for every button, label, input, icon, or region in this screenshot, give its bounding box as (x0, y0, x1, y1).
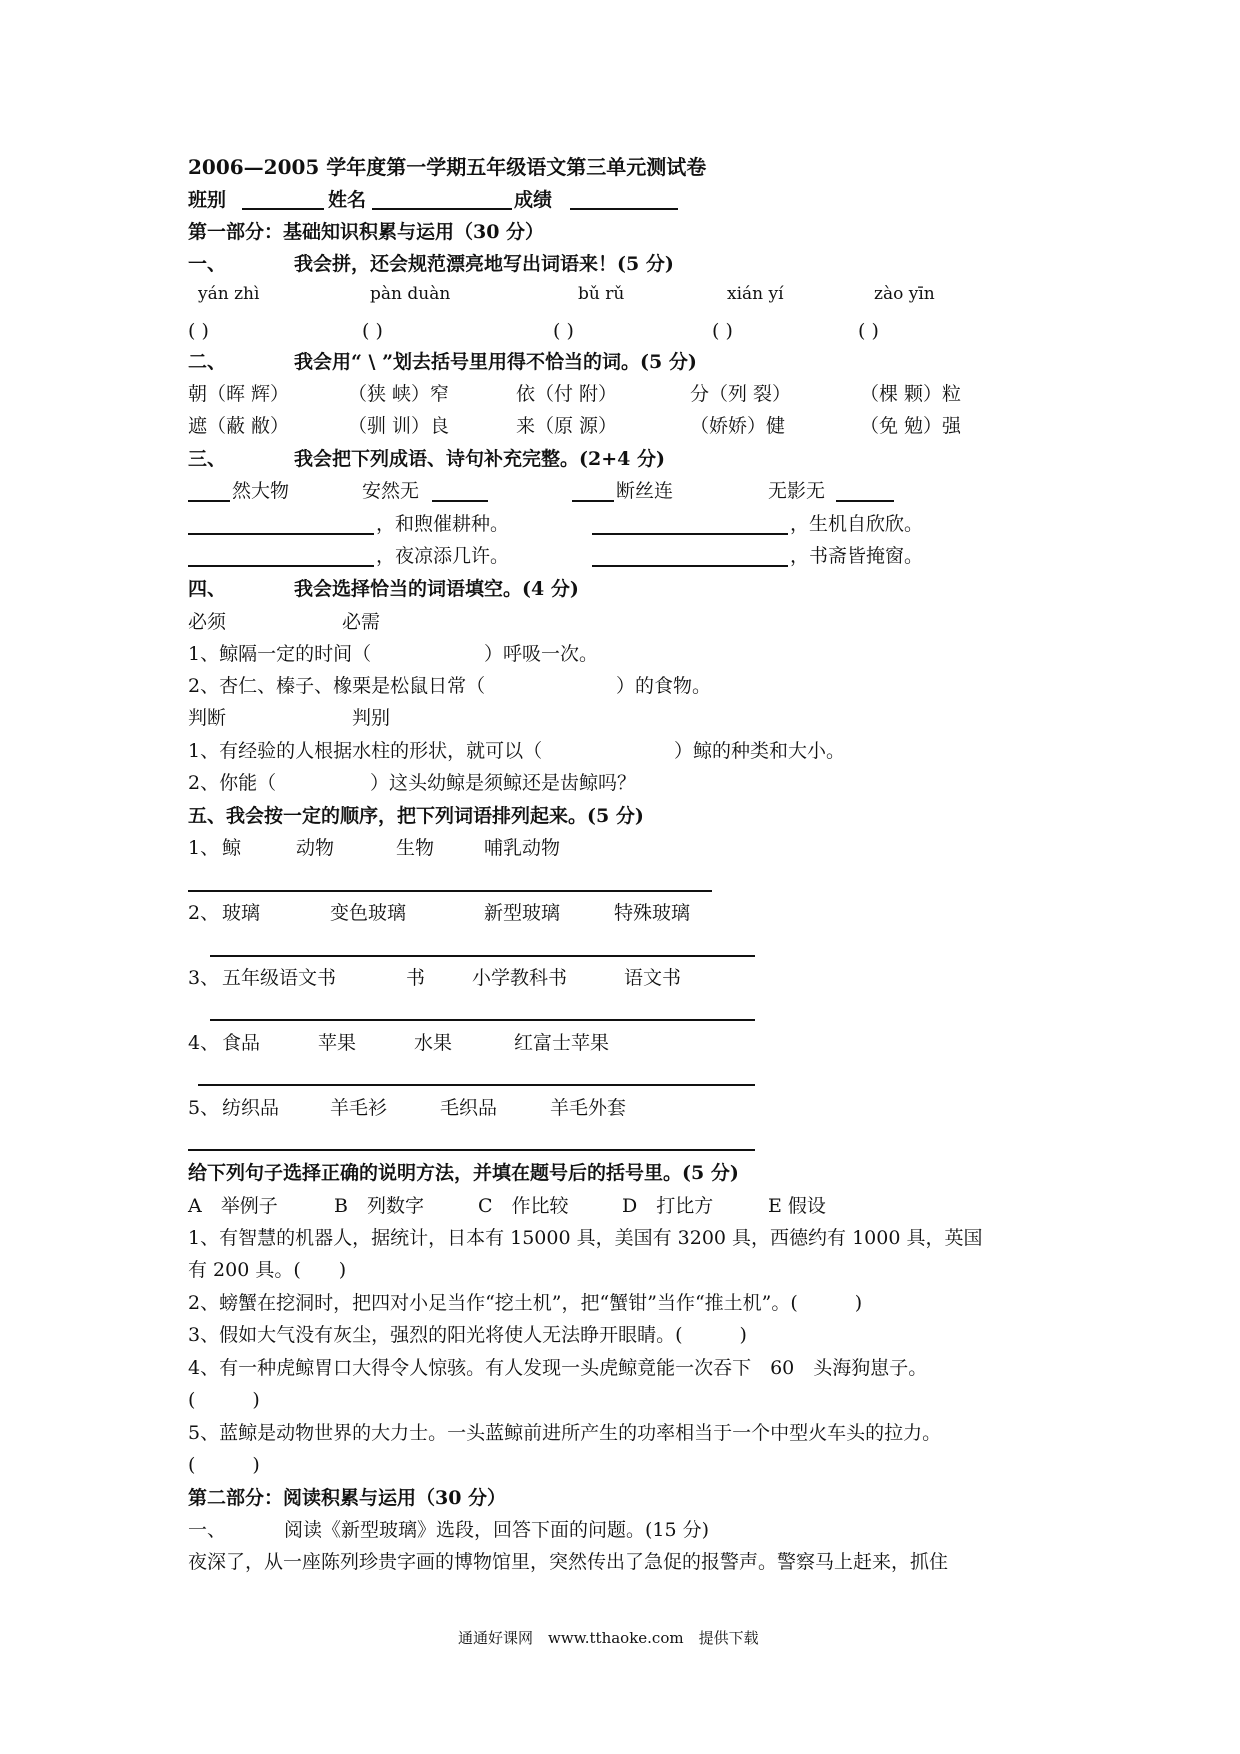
sentence-2b: ）的食物。 (616, 675, 712, 697)
order-word: 苹果 (318, 1032, 357, 1054)
fill-blank[interactable] (188, 533, 374, 535)
method-sentence-1-cont: 有 200 具。( ) (188, 1259, 347, 1281)
order-num: 4、 (188, 1032, 220, 1054)
order-word: 语文书 (624, 967, 682, 989)
name-field[interactable] (372, 208, 512, 210)
part1-heading: 第一部分：基础知识积累与运用（30 分） (188, 221, 545, 243)
order-word: 鲸 (222, 837, 242, 859)
order-word: 羊毛外套 (550, 1097, 627, 1119)
answer-box[interactable]: ( ) (188, 320, 209, 342)
fill-blank[interactable] (432, 500, 488, 502)
fill-blank[interactable] (188, 565, 374, 567)
method-sentence-4-paren[interactable]: ( ) (188, 1389, 260, 1411)
option-word: 判断 (188, 707, 227, 729)
word-choice[interactable]: 来（原 源） (516, 415, 618, 437)
word-choice[interactable]: 遮（蔽 敝） (188, 415, 290, 437)
class-label: 班别 (188, 189, 227, 211)
q4-heading: 我会选择恰当的词语填空。(4 分) (294, 578, 579, 600)
order-word: 玻璃 (222, 902, 261, 924)
part2-heading: 第二部分：阅读积累与运用（30 分） (188, 1487, 507, 1509)
word-choice[interactable]: （驯 训）良 (348, 415, 450, 437)
q5-heading: 五、我会按一定的顺序，把下列词语排列起来。(5 分) (188, 805, 644, 827)
order-num: 3、 (188, 967, 220, 989)
order-word: 纺织品 (222, 1097, 280, 1119)
option-word: 必需 (342, 611, 381, 633)
method-sentence-5-paren[interactable]: ( ) (188, 1454, 260, 1476)
answer-line[interactable] (210, 1019, 755, 1021)
q1-heading: 我会拼，还会规范漂亮地写出词语来！(5 分) (294, 253, 674, 275)
q2-number: 二、 (188, 351, 227, 373)
part2-q1-number: 一、 (188, 1519, 227, 1541)
order-word: 小学教科书 (472, 967, 568, 989)
method-option: D 打比方 (622, 1195, 714, 1217)
method-sentence-5: 5、蓝鲸是动物世界的大力士。一头蓝鲸前进所产生的功率相当于一个中型火车头的拉力。 (188, 1422, 942, 1444)
answer-box[interactable]: ( ) (362, 320, 383, 342)
method-sentence-3: 3、假如大气没有灰尘，强烈的阳光将使人无法睁开眼睛。( ) (188, 1324, 747, 1346)
order-word: 哺乳动物 (484, 837, 561, 859)
word-choice[interactable]: （棵 颗）粒 (860, 383, 962, 405)
order-word: 生物 (396, 837, 435, 859)
word-choice[interactable]: 依（付 附） (516, 383, 618, 405)
order-word: 水果 (414, 1032, 453, 1054)
answer-box[interactable]: ( ) (553, 320, 574, 342)
passage-text: 夜深了，从一座陈列珍贵字画的博物馆里，突然传出了急促的报警声。警察马上赶来，抓住 (188, 1551, 949, 1573)
fill-blank[interactable] (188, 500, 230, 502)
name-label: 姓名 (328, 189, 367, 211)
order-num: 5、 (188, 1097, 220, 1119)
poem-line-2: ，生机自欣欣。 (790, 513, 924, 535)
idiom-1: 然大物 (232, 480, 290, 502)
answer-line[interactable] (198, 1084, 755, 1086)
option-word: 判别 (352, 707, 391, 729)
part2-q1-heading: 阅读《新型玻璃》选段，回答下面的问题。(15 分) (284, 1519, 710, 1541)
word-choice[interactable]: 朝（晖 辉） (188, 383, 290, 405)
pinyin-5: zào yīn (874, 284, 935, 304)
idiom-3: 断丝连 (616, 480, 674, 502)
q4-number: 四、 (188, 578, 227, 600)
order-word: 变色玻璃 (330, 902, 407, 924)
method-sentence-4: 4、有一种虎鲸胃口大得令人惊骇。有人发现一头虎鲸竟能一次吞下 60 头海狗崽子。 (188, 1357, 928, 1379)
fill-blank[interactable] (592, 565, 788, 567)
answer-line[interactable] (188, 1149, 755, 1151)
q1-number: 一、 (188, 253, 227, 275)
answer-line[interactable] (188, 890, 712, 892)
poem-line-1: ，和煦催耕种。 (376, 513, 510, 535)
sentence-1b: ）呼吸一次。 (484, 643, 599, 665)
sentence-3a: 1、有经验的人根据水柱的形状，就可以（ (188, 740, 543, 762)
order-word: 红富士苹果 (514, 1032, 610, 1054)
q2-heading: 我会用“ \ ”划去括号里用得不恰当的词。(5 分) (294, 351, 697, 373)
score-label: 成绩 (514, 189, 553, 211)
method-sentence-2: 2、螃蟹在挖洞时，把四对小足当作“挖土机”，把“蟹钳”当作“推土机”。( ) (188, 1292, 863, 1314)
poem-line-3: ，夜凉添几许。 (376, 545, 510, 567)
score-field[interactable] (570, 208, 678, 210)
option-word: 必须 (188, 611, 227, 633)
class-field[interactable] (242, 208, 324, 210)
word-choice[interactable]: （娇娇）健 (690, 415, 786, 437)
order-word: 动物 (296, 837, 335, 859)
word-choice[interactable]: （狭 峡）窄 (348, 383, 450, 405)
sentence-1a: 1、鲸隔一定的时间（ (188, 643, 372, 665)
q3-number: 三、 (188, 448, 227, 470)
order-word: 五年级语文书 (222, 967, 337, 989)
order-word: 书 (406, 967, 426, 989)
pinyin-2: pàn duàn (370, 284, 451, 304)
sentence-3b: ）鲸的种类和大小。 (674, 740, 846, 762)
idiom-4: 无影无 (768, 480, 826, 502)
answer-box[interactable]: ( ) (712, 320, 733, 342)
order-num: 2、 (188, 902, 220, 924)
order-word: 新型玻璃 (484, 902, 561, 924)
order-num: 1、 (188, 837, 220, 859)
answer-box[interactable]: ( ) (858, 320, 879, 342)
method-option: A 举例子 (188, 1195, 278, 1217)
q6-heading: 给下列句子选择正确的说明方法，并填在题号后的括号里。(5 分) (188, 1162, 739, 1184)
idiom-2: 安然无 (362, 480, 420, 502)
order-word: 毛织品 (440, 1097, 498, 1119)
order-word: 食品 (222, 1032, 261, 1054)
method-option: B 列数字 (334, 1195, 424, 1217)
page-title: 2006—2005 学年度第一学期五年级语文第三单元测试卷 (188, 155, 707, 179)
word-choice[interactable]: （免 勉）强 (860, 415, 962, 437)
sentence-4a: 2、你能（ (188, 772, 277, 794)
sentence-4b: ）这头幼鲸是须鲸还是齿鲸吗？ (370, 772, 637, 794)
q3-heading: 我会把下列成语、诗句补充完整。(2+4 分) (294, 448, 665, 470)
poem-line-4: ，书斋皆掩窗。 (790, 545, 924, 567)
pinyin-1: yán zhì (198, 284, 260, 304)
fill-blank[interactable] (836, 500, 894, 502)
footer-credit: 通通好课网 www.tthaoke.com 提供下载 (458, 1629, 759, 1647)
method-option: C 作比较 (478, 1195, 569, 1217)
sentence-2a: 2、杏仁、榛子、橡栗是松鼠日常（ (188, 675, 486, 697)
answer-line[interactable] (210, 955, 755, 957)
order-word: 羊毛衫 (330, 1097, 388, 1119)
order-word: 特殊玻璃 (614, 902, 691, 924)
pinyin-3: bǔ rǔ (578, 284, 625, 304)
method-sentence-1: 1、有智慧的机器人，据统计，日本有 15000 具，美国有 3200 具，西德约有 1000 具，英国 (188, 1227, 983, 1249)
fill-blank[interactable] (592, 533, 788, 535)
pinyin-4: xián yí (727, 284, 784, 304)
method-option: E 假设 (768, 1195, 826, 1217)
fill-blank[interactable] (572, 500, 614, 502)
word-choice[interactable]: 分（列 裂） (690, 383, 792, 405)
